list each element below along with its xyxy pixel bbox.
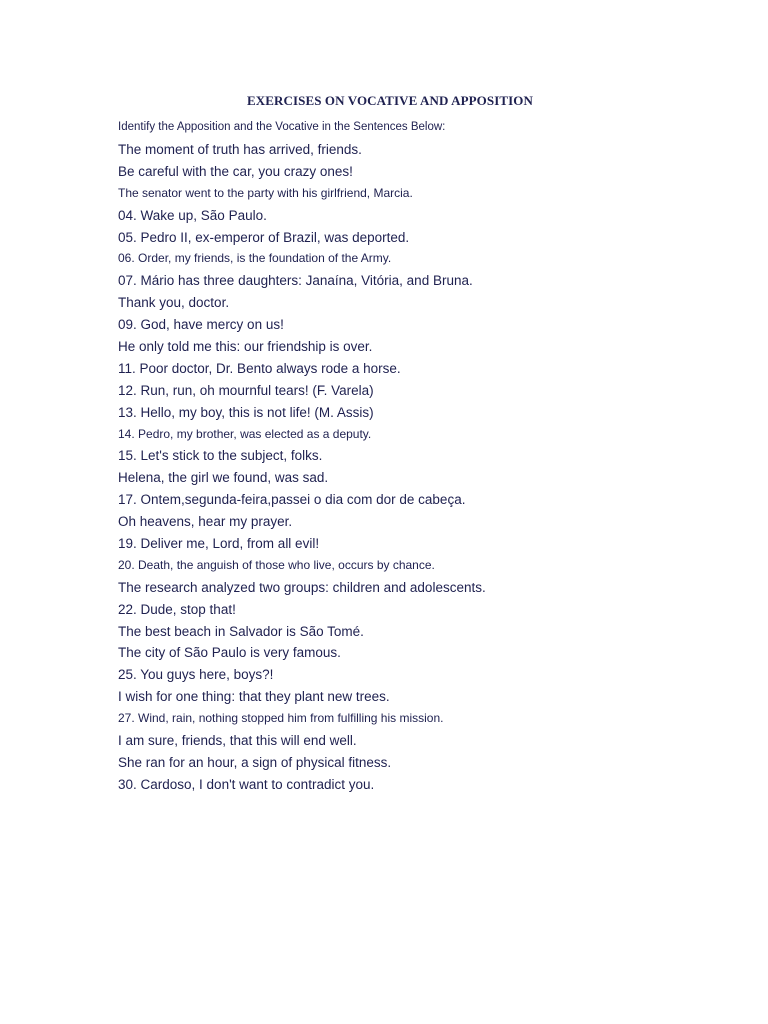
sentence-line: He only told me this: our friendship is over. bbox=[118, 339, 373, 355]
sentence-line: Thank you, doctor. bbox=[118, 295, 230, 311]
sentence-line: 05. Pedro II, ex-emperor of Brazil, was deported. bbox=[118, 229, 410, 245]
sentence-line: 11. Poor doctor, Dr. Bento always rode a horse. bbox=[118, 360, 401, 376]
instruction-text: Identify the Apposition and the Vocative in the Sentences Below: bbox=[118, 121, 446, 133]
sentence-line: The senator went to the party with his girlfriend, Marcia. bbox=[118, 185, 413, 200]
sentence-line: 09. God, have mercy on us! bbox=[118, 317, 284, 333]
sentence-line: 22. Dude, stop that! bbox=[118, 601, 236, 617]
sentence-line: 04. Wake up, São Paulo. bbox=[118, 207, 267, 223]
sentence-line: 27. Wind, rain, nothing stopped him from fulfilling his mission. bbox=[118, 711, 444, 726]
sentence-line: The best beach in Salvador is São Tomé. bbox=[118, 623, 364, 639]
sentence-line: 19. Deliver me, Lord, from all evil! bbox=[118, 536, 320, 552]
page-title: EXERCISES ON VOCATIVE AND APPOSITION bbox=[246, 93, 534, 108]
sentence-line: 14. Pedro, my brother, was elected as a deputy. bbox=[118, 426, 372, 441]
sentence-line: 06. Order, my friends, is the foundation of the Army. bbox=[118, 251, 392, 266]
sentence-line: The research analyzed two groups: children and adolescents. bbox=[118, 579, 486, 595]
sentence-line: 15. Let's stick to the subject, folks. bbox=[118, 448, 323, 464]
sentence-line: I wish for one thing: that they plant new trees. bbox=[118, 689, 390, 705]
sentence-line: 12. Run, run, oh mournful tears! (F. Varela) bbox=[118, 382, 374, 398]
sentence-line: Helena, the girl we found, was sad. bbox=[118, 470, 329, 486]
sentence-line: 17. Ontem,segunda-feira,passei o dia com dor de cabeça. bbox=[118, 492, 466, 508]
sentence-line: The city of São Paulo is very famous. bbox=[118, 645, 341, 661]
sentence-line: Oh heavens, hear my prayer. bbox=[118, 514, 293, 530]
sentence-line: 13. Hello, my boy, this is not life! (M. Assis) bbox=[118, 404, 374, 420]
sentence-line: I am sure, friends, that this will end well. bbox=[118, 733, 357, 749]
sentence-line: She ran for an hour, a sign of physical fitness. bbox=[118, 754, 392, 770]
sentence-line: 20. Death, the anguish of those who live, occurs by chance. bbox=[118, 557, 435, 572]
sentence-line: 30. Cardoso, I don't want to contradict you. bbox=[118, 776, 375, 792]
sentence-list bbox=[118, 139, 738, 796]
sentence-line: 25. You guys here, boys?! bbox=[118, 667, 274, 683]
sentence-line: The moment of truth has arrived, friends. bbox=[118, 142, 362, 157]
sentence-line: 07. Mário has three daughters: Janaína, Vitória, and Bruna. bbox=[118, 273, 473, 289]
sentence-line: Be careful with the car, you crazy ones! bbox=[118, 163, 353, 179]
